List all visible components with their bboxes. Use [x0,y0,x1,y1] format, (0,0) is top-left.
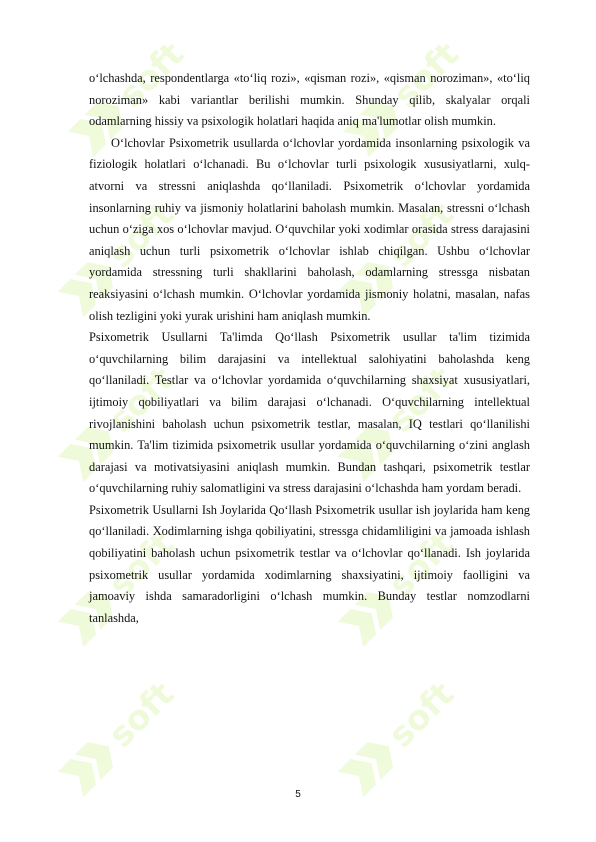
watermark-text: soft [380,674,462,756]
paragraph-1: o‘lchashda, respondentlarga «to‘liq rozi», «qisman rozi», «qisman noroziman», «to‘liq noroziman» kabi variantlar berilishi mumkin. Shunday qilib, skalyalar orqali odamlarning hissiy va psixologik holatlari haqida aniq ma'lumotlar olish mumkin. [89,71,530,129]
paragraph-3: Psixometrik Usullarni Ta'limda Qo‘llash Psixometrik usullar ta'lim tizimida o‘quvchilarning bilim darajasini va intellektual salohiyatini baholashda keng qo‘llaniladi. Testlar va o‘lchovlar yordamida o‘quvchilarning shaxsiyat xususiyatlari, ijtimoiy qobiliyatlari va bilim darajasi o‘lchanadi. O‘quvchilarning intellektual rivojlanishini baholash uchun psixometrik testlar, masalan, IQ testlari qo‘llanilishi mumkin. Ta'lim tizimida psixometrik usullar yordamida o‘quvchilarning o‘zini anglash darajasi va motivatsiyasini aniqlash mumkin. Bundan tashqari, psixometrik testlar o‘quvchilarning ruhiy salomatligini va stress darajasini o‘lchashda ham yordam beradi. [89,330,530,496]
watermark-text: soft [100,194,182,276]
watermark-text: soft [380,194,462,276]
watermark-logo-icon [338,734,402,798]
watermark-text: soft [100,674,182,756]
paragraph-4: Psixometrik Usullarni Ish Joylarida Qo‘llash Psixometrik usullar ish joylarida ham keng qo‘llaniladi. Xodimlarning ishga qobiliyatini, stressga chidamliligini va jamoada ishlash qobiliyatini baholash uchun psixometrik testlar va o‘lchovlar qo‘llanadi. Ish joylarida psixometrik usullar yordamida xodimlarning shaxsiyatini, ijtimoiy faolligini va jamoaviy ishda samaradorligini o‘lchash mumkin. Bunday testlar nomzodlarni tanlashda, [89,502,530,625]
document-body [89,68,530,629]
watermark-text: soft [385,34,467,116]
watermark-text: soft [100,359,182,441]
watermark-text: soft [100,524,182,606]
watermark-mark [57,674,182,799]
watermark-text: soft [380,524,462,606]
watermark-text: soft [110,34,192,116]
watermark-mark [337,674,462,799]
watermark-logo-icon [58,734,122,798]
paragraph-2: O‘lchovlar Psixometrik usullarda o‘lchovlar yordamida insonlarning psixologik va fiziologik holatlari o‘lchanadi. Bu o‘lchovlar turli psixologik xususiyatlarni, xulq-atvorni va stressni aniqlashda qo‘llaniladi. Psixometrik o‘lchovlar yordamida insonlarning ruhiy va jismoniy holatlarini baholash mumkin. Masalan, stressni o‘lchash uchun o‘ziga xos o‘lchovlar mavjud. O‘quvchilar yoki xodimlar orasida stress darajasini aniqlash uchun turli psixometrik o‘lchovlar ishlab chiqilgan. Ushbu o‘lchovlar yordamida stressning turli shakllarini baholash, odamlarning stressga nisbatan reaksiyasini o‘lchash mumkin. O‘lchovlar yordamida jismoniy holatni, masalan, nafas olish tezligini yoki yurak urishini ham aniqlash mumkin. [89,135,530,323]
watermark-text: soft [380,359,462,441]
page-number: 5 [295,789,301,800]
